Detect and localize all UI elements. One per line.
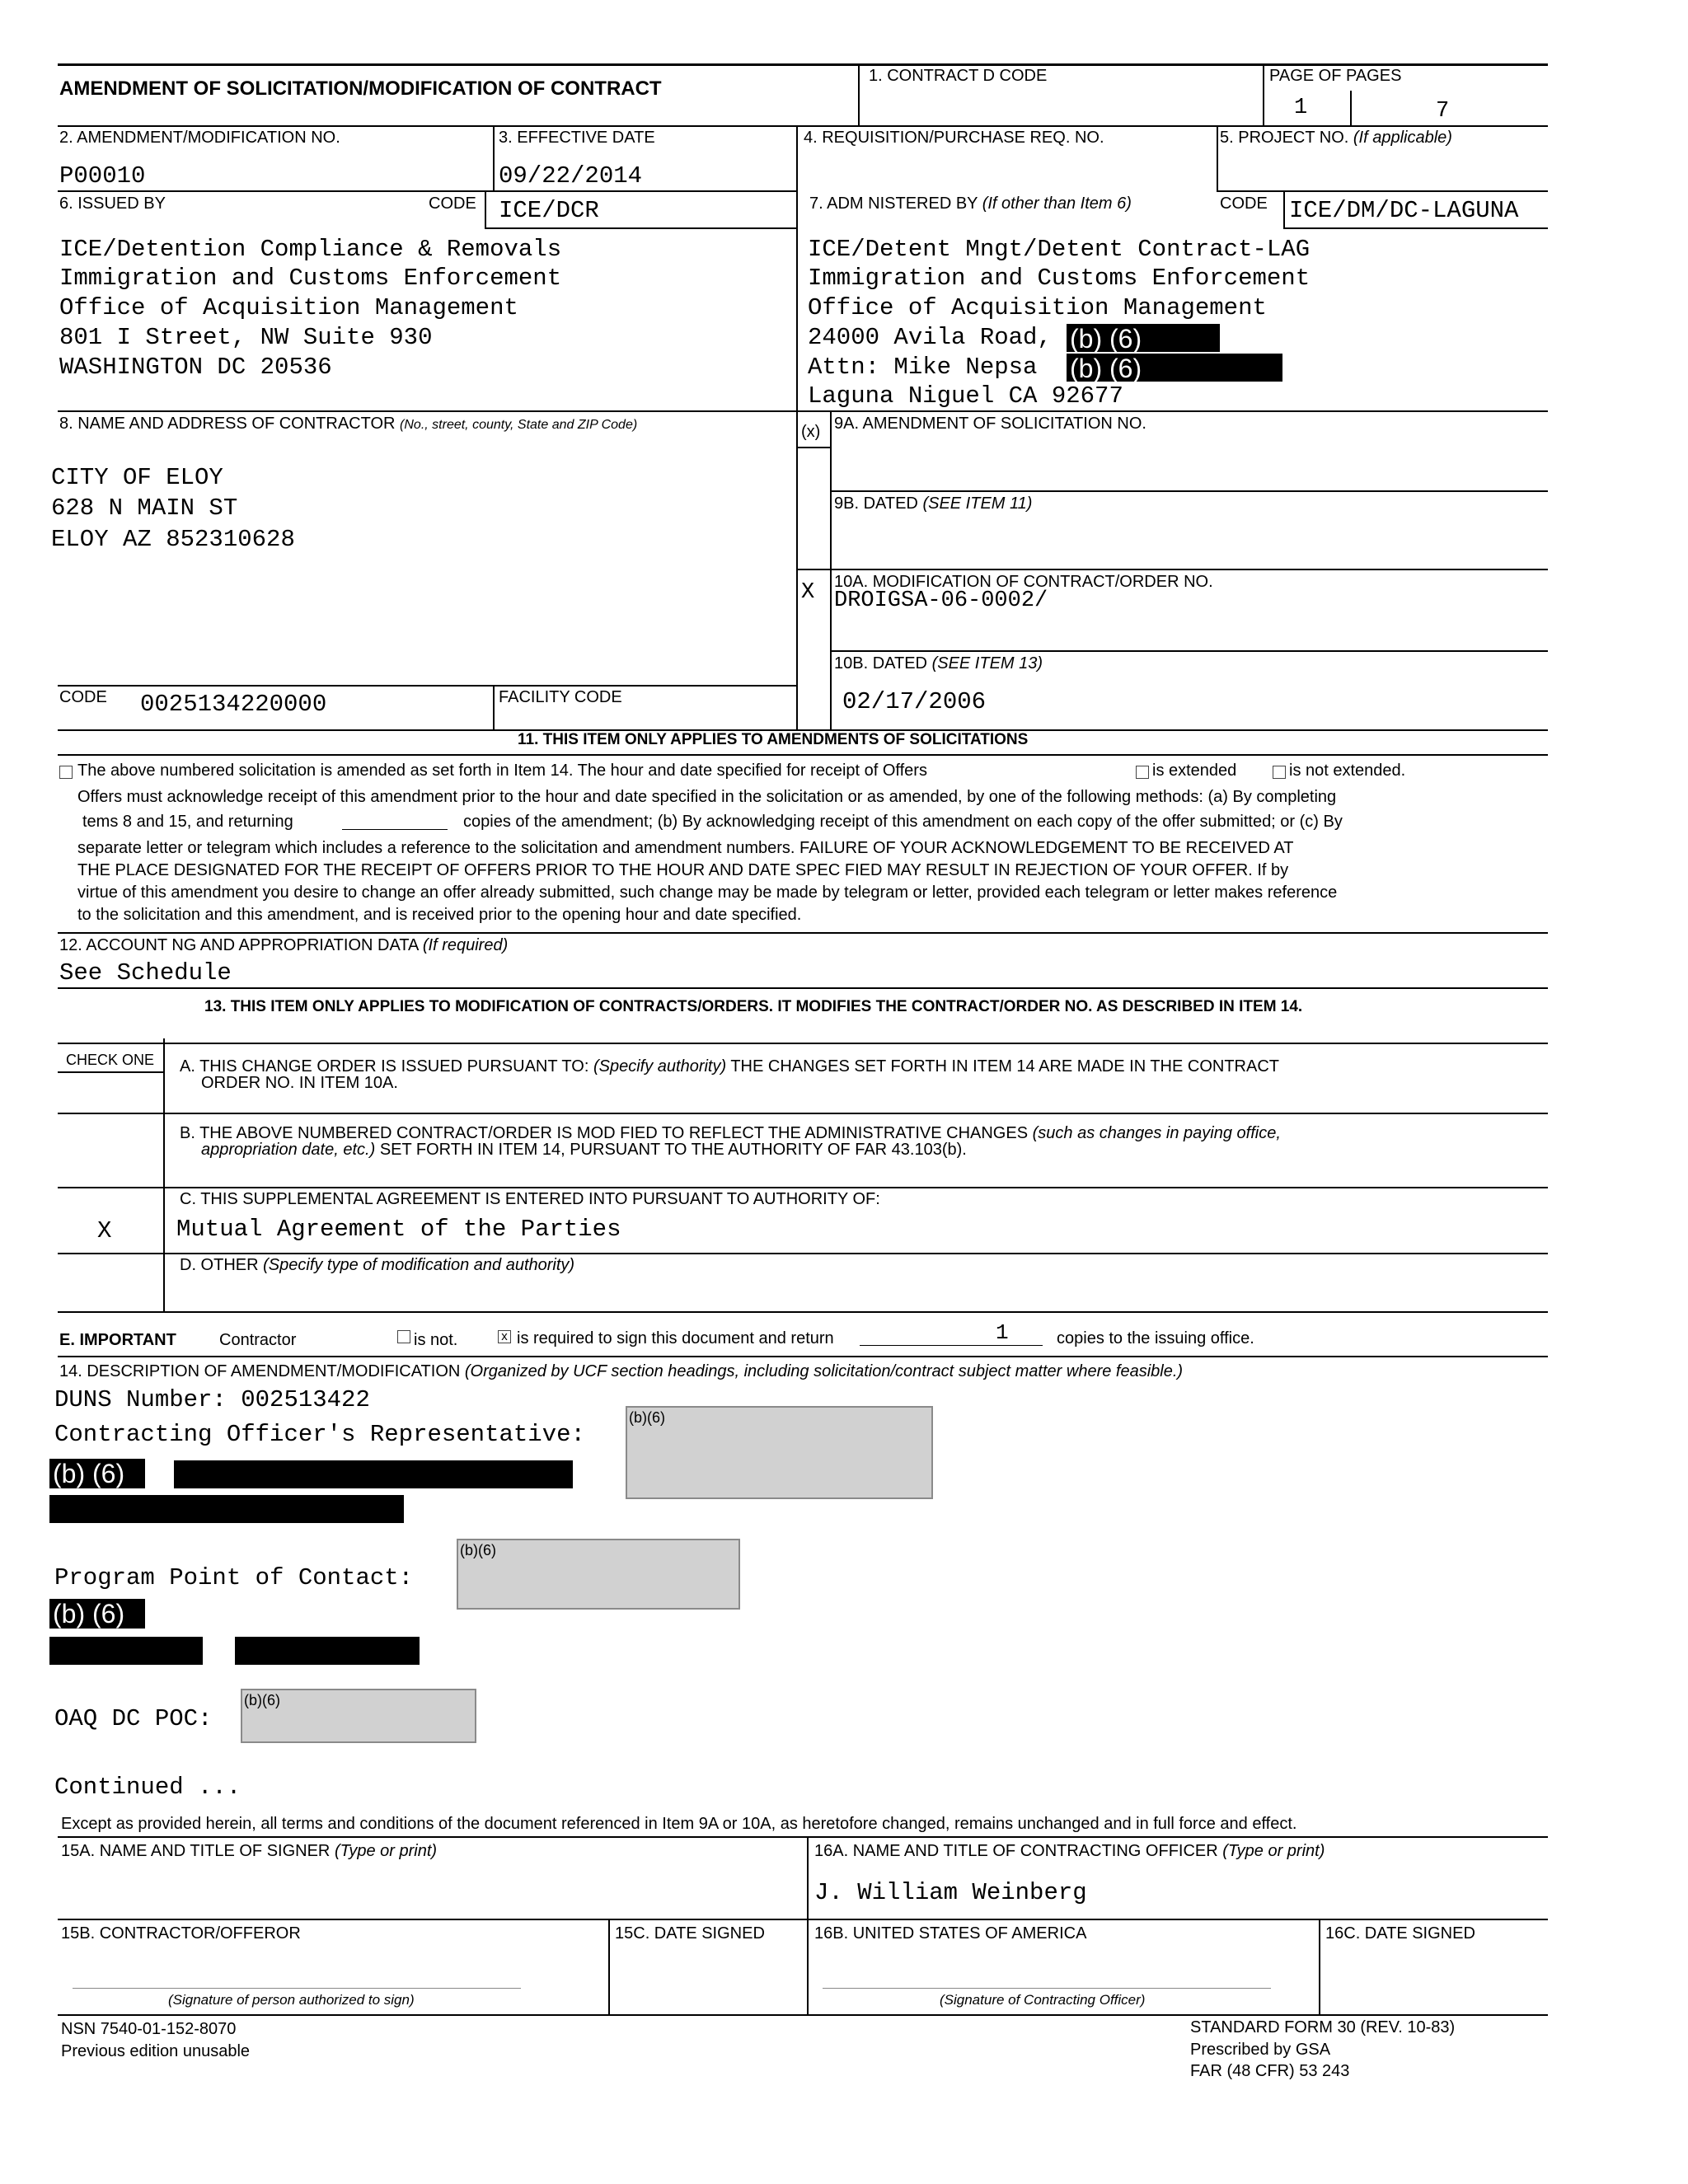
- contractor-offeror-label: 15B. CONTRACTOR/OFFEROR: [61, 1924, 301, 1943]
- nsn-number: NSN 7540-01-152-8070: [61, 2020, 237, 2038]
- copies-blank: [342, 829, 448, 830]
- duns-number: DUNS Number: 002513422: [54, 1386, 370, 1413]
- item11-text: separate letter or telegram which includes a reference to the solicitation and amendment numbers. FAILURE OF YOUR ACKNOWLEDGEMENT TO BE RECEIVED AT: [77, 839, 1294, 857]
- dated-10b-label: 10B. DATED (SEE ITEM 13): [834, 654, 1043, 673]
- redaction-box: [174, 1460, 573, 1488]
- item13a-text: A. THIS CHANGE ORDER IS ISSUED PURSUANT TO: (Specify authority) THE CHANGES SET FORTH IN ITEM 14 ARE MADE IN THE CONTRACT: [180, 1057, 1279, 1076]
- item11-text: The above numbered solicitation is amended as set forth in Item 14. The hour and date specified for receipt of Offers: [77, 762, 927, 780]
- contractor-label: 8. NAME AND ADDRESS OF CONTRACTOR (No., street, county, State and ZIP Code): [59, 415, 638, 433]
- modification-check-mark: X: [801, 580, 815, 605]
- row-line: [58, 1919, 1548, 1920]
- contract-id-code-label: 1. CONTRACT D CODE: [869, 67, 1048, 85]
- x-column-header: (x): [801, 423, 821, 441]
- redaction-box: [49, 1495, 404, 1523]
- item13c-check-mark: X: [97, 1217, 112, 1244]
- far-reference: FAR (48 CFR) 53 243: [1190, 2062, 1350, 2080]
- page-of-pages-label: PAGE OF PAGES: [1269, 67, 1402, 85]
- is-not-extended-label: is not extended.: [1289, 762, 1406, 780]
- divider: [807, 1836, 809, 2016]
- administered-by-address-line: 24000 Avila Road,: [808, 324, 1052, 351]
- contractor-address-line: CITY OF ELOY: [51, 464, 223, 491]
- row-line: [58, 1253, 1548, 1254]
- row-line: [58, 410, 1548, 412]
- is-extended-label: is extended: [1152, 762, 1237, 780]
- row-line: [58, 1113, 1548, 1114]
- is-extended-checkbox[interactable]: [1136, 766, 1149, 779]
- important-label: E. IMPORTANT: [59, 1331, 176, 1349]
- amendment-no-label: 2. AMENDMENT/MODIFICATION NO.: [59, 129, 340, 147]
- item11-text: THE PLACE DESIGNATED FOR THE RECEIPT OF OFFERS PRIOR TO THE HOUR AND DATE SPEC FIED MAY RESULT IN REJECTION OF YOUR OFFER. If by: [77, 861, 1289, 879]
- row-line: [58, 2014, 1548, 2016]
- effective-date-value: 09/22/2014: [499, 162, 643, 190]
- administered-by-address-line: Laguna Niguel CA 92677: [808, 382, 1123, 410]
- form-title: AMENDMENT OF SOLICITATION/MODIFICATION OF CONTRACT: [59, 77, 662, 100]
- modification-no-label: 10A. MODIFICATION OF CONTRACT/ORDER NO.: [834, 573, 1213, 591]
- cor-label: Contracting Officer's Representative:: [54, 1421, 585, 1448]
- contractor-address-line: ELOY AZ 852310628: [51, 526, 295, 553]
- continued-label: Continued ...: [54, 1774, 241, 1801]
- divider: [608, 1919, 610, 2016]
- item13a-text: ORDER NO. IN ITEM 10A.: [201, 1074, 398, 1092]
- divider: [1350, 91, 1352, 126]
- issued-by-code: ICE/DCR: [499, 197, 599, 224]
- row-line: [58, 754, 1548, 756]
- row-line: [796, 447, 831, 448]
- item11-checkbox[interactable]: [59, 766, 73, 779]
- description-label: 14. DESCRIPTION OF AMENDMENT/MODIFICATION (Organized by UCF section headings, including solicitation/contract subject matter where feasible.): [59, 1362, 1184, 1380]
- item13b-text: appropriation date, etc.) SET FORTH IN ITEM 14, PURSUANT TO THE AUTHORITY OF FAR 43.103(b).: [201, 1141, 967, 1159]
- item11-text: virtue of this amendment you desire to change an offer already submitted, such change may be made by telegram or letter, provided each telegram or letter makes reference: [77, 883, 1338, 902]
- administered-by-address-line: ICE/Detent Mngt/Detent Contract-LAG: [808, 236, 1311, 263]
- divider: [1263, 63, 1264, 126]
- redaction-box: (b)(6): [241, 1689, 476, 1743]
- issued-by-address-line: WASHINGTON DC 20536: [59, 354, 332, 381]
- is-not-label: is not.: [414, 1331, 458, 1349]
- row-line: [58, 1836, 1548, 1838]
- divider: [493, 125, 495, 191]
- item13d-label: D. OTHER (Specify type of modification and authority): [180, 1256, 575, 1274]
- copies-line: [860, 1345, 1043, 1346]
- row-line: [796, 569, 1548, 570]
- contractor-word: Contractor: [219, 1331, 297, 1349]
- modification-no-value: DROIGSA-06-0002/: [834, 588, 1048, 613]
- item11-text: Offers must acknowledge receipt of this amendment prior to the hour and date specified in the solicitation or as amended, by one of the following methods: (a) By completing: [77, 788, 1337, 806]
- row-line: [1283, 227, 1548, 229]
- signature-line-16: [823, 1988, 1271, 1989]
- date-signed-16c-label: 16C. DATE SIGNED: [1325, 1924, 1475, 1943]
- top-border: [58, 63, 1548, 66]
- issued-by-label: 6. ISSUED BY: [59, 194, 166, 213]
- row-line: [58, 1187, 1548, 1188]
- redaction-box: (b) (6): [49, 1459, 145, 1488]
- issued-by-address-line: Immigration and Customs Enforcement: [59, 265, 562, 292]
- row-line: [58, 1071, 165, 1073]
- divider: [830, 410, 832, 730]
- signature-line-15: [73, 1988, 521, 1989]
- divider: [163, 1038, 165, 1312]
- solicitation-no-label: 9A. AMENDMENT OF SOLICITATION NO.: [834, 415, 1146, 433]
- redaction-box: (b) (6): [49, 1599, 145, 1629]
- divider: [796, 125, 798, 191]
- signature-caption-15: (Signature of person authorized to sign): [168, 1992, 415, 2008]
- row-line: [830, 650, 1548, 652]
- row-line: [58, 1043, 1548, 1044]
- divider: [796, 190, 798, 730]
- administered-by-address-line: Immigration and Customs Enforcement: [808, 265, 1311, 292]
- row-line: [58, 932, 1548, 934]
- divider: [858, 63, 860, 126]
- standard-form-label: STANDARD FORM 30 (REV. 10-83): [1190, 2018, 1456, 2036]
- administered-by-address-line: Attn: Mike Nepsa: [808, 354, 1038, 381]
- previous-edition-note: Previous edition unusable: [61, 2042, 251, 2060]
- contracting-officer-label: 16A. NAME AND TITLE OF CONTRACTING OFFICER (Type or print): [814, 1842, 1325, 1860]
- item11-text: to the solicitation and this amendment, and is received prior to the opening hour and date specified.: [77, 906, 802, 924]
- item11-header: 11. THIS ITEM ONLY APPLIES TO AMENDMENTS OF SOLICITATIONS: [518, 731, 1029, 748]
- divider: [485, 190, 486, 228]
- contracting-officer-name: J. William Weinberg: [814, 1879, 1087, 1906]
- item13b-text: B. THE ABOVE NUMBERED CONTRACT/ORDER IS MOD FIED TO REFLECT THE ADMINISTRATIVE CHANGES (such as changes in paying office,: [180, 1124, 1281, 1142]
- check-one-label: CHECK ONE: [66, 1052, 155, 1068]
- row-line: [58, 1311, 1548, 1313]
- terms-statement: Except as provided herein, all terms and conditions of the document referenced in Item 9A or 10A, as heretofore changed, remains unchanged and in full force and effect.: [61, 1815, 1297, 1833]
- administered-by-label: 7. ADM NISTERED BY (If other than Item 6): [809, 194, 1132, 213]
- requisition-no-label: 4. REQUISITION/PURCHASE REQ. NO.: [804, 129, 1104, 147]
- row-line: [58, 685, 798, 687]
- divider: [1283, 190, 1285, 228]
- is-not-checkbox[interactable]: [397, 1330, 410, 1343]
- copies-tail: copies to the issuing office.: [1057, 1329, 1254, 1347]
- item11-text: tems 8 and 15, and returning: [82, 813, 293, 831]
- amendment-no-value: P00010: [59, 162, 146, 190]
- is-not-extended-checkbox[interactable]: [1273, 766, 1286, 779]
- project-no-label: 5. PROJECT NO. (If applicable): [1220, 129, 1452, 147]
- divider: [1217, 125, 1218, 191]
- item11-text: copies of the amendment; (b) By acknowledging receipt of this amendment on each copy of the offer submitted; or (c) By: [463, 813, 1343, 831]
- contractor-code-value: 0025134220000: [140, 691, 327, 718]
- row-line: [58, 1356, 1548, 1357]
- row-line: [58, 987, 1548, 989]
- accounting-data-value: See Schedule: [59, 959, 232, 987]
- redaction-box: (b)(6): [457, 1539, 740, 1610]
- row-line: [58, 190, 798, 192]
- divider: [493, 685, 495, 730]
- row-line: [830, 490, 1548, 492]
- item13-header: 13. THIS ITEM ONLY APPLIES TO MODIFICATION OF CONTRACTS/ORDERS. IT MODIFIES THE CONTRACT/ORDER NO. AS DESCRIBED IN ITEM 14.: [204, 998, 1303, 1015]
- row-line: [485, 227, 798, 229]
- effective-date-label: 3. EFFECTIVE DATE: [499, 129, 655, 147]
- item13c-label: C. THIS SUPPLEMENTAL AGREEMENT IS ENTERED INTO PURSUANT TO AUTHORITY OF:: [180, 1190, 880, 1208]
- is-required-label: is required to sign this document and return: [517, 1329, 834, 1347]
- administered-by-code: ICE/DM/DC-LAGUNA: [1289, 197, 1519, 224]
- administered-by-code-label: CODE: [1220, 194, 1268, 213]
- dated-9b-label: 9B. DATED (SEE ITEM 11): [834, 494, 1033, 513]
- accounting-data-label: 12. ACCOUNT NG AND APPROPRIATION DATA (If required): [59, 936, 509, 954]
- page-number: 1: [1294, 96, 1308, 120]
- contractor-address-line: 628 N MAIN ST: [51, 494, 238, 522]
- redaction-box: (b) (6): [1067, 324, 1220, 352]
- row-line: [1217, 190, 1548, 192]
- date-signed-15c-label: 15C. DATE SIGNED: [615, 1924, 765, 1943]
- copies-count: 1: [996, 1320, 1009, 1345]
- dated-10b-value: 02/17/2006: [842, 688, 987, 715]
- divider: [1319, 1919, 1320, 2016]
- total-pages: 7: [1436, 99, 1450, 124]
- oaq-poc-label: OAQ DC POC:: [54, 1705, 213, 1732]
- program-poc-label: Program Point of Contact:: [54, 1564, 414, 1591]
- redaction-box: (b)(6): [626, 1406, 933, 1499]
- prescribed-by-label: Prescribed by GSA: [1190, 2041, 1331, 2059]
- administered-by-address-line: Office of Acquisition Management: [808, 294, 1267, 321]
- is-required-checkbox[interactable]: x: [498, 1330, 511, 1343]
- signature-caption-16: (Signature of Contracting Officer): [940, 1992, 1146, 2008]
- signer-name-label: 15A. NAME AND TITLE OF SIGNER (Type or print): [61, 1842, 438, 1860]
- issued-by-address-line: 801 I Street, NW Suite 930: [59, 324, 433, 351]
- facility-code-label: FACILITY CODE: [499, 688, 622, 706]
- redaction-box: [235, 1637, 420, 1665]
- redaction-box: (b) (6): [1067, 354, 1282, 382]
- issued-by-address-line: ICE/Detention Compliance & Removals: [59, 236, 562, 263]
- row-line: [58, 125, 1548, 127]
- issued-by-code-label: CODE: [429, 194, 476, 213]
- united-states-label: 16B. UNITED STATES OF AMERICA: [814, 1924, 1087, 1943]
- item13c-value: Mutual Agreement of the Parties: [176, 1216, 621, 1243]
- issued-by-address-line: Office of Acquisition Management: [59, 294, 518, 321]
- contractor-code-label: CODE: [59, 688, 107, 706]
- redaction-box: [49, 1637, 203, 1665]
